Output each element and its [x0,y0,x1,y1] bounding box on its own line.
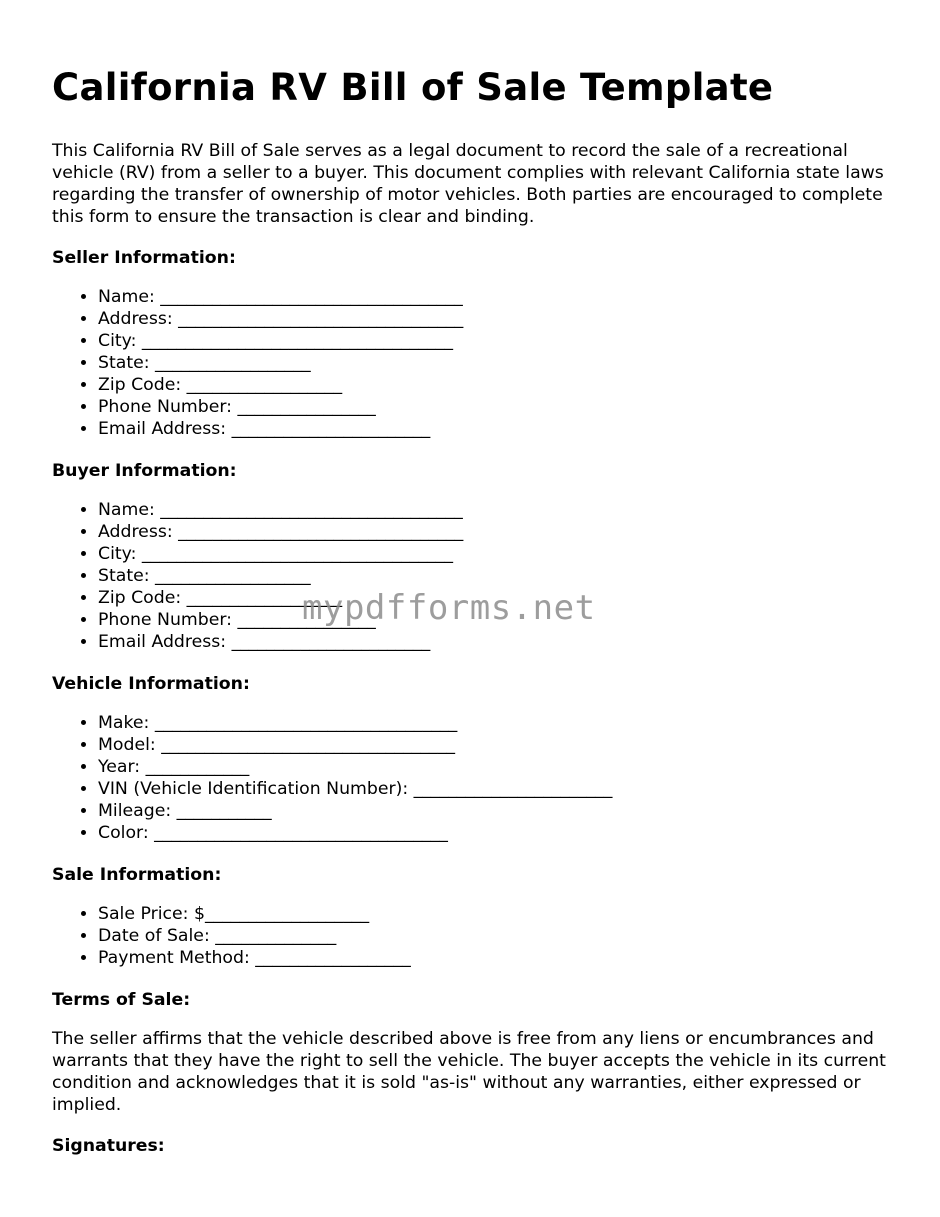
vehicle-mileage-field: • Mileage: ___________ [98,800,897,822]
sale-date-field: • Date of Sale: ______________ [98,925,897,947]
buyer-name-field: • Name: ___________________________________ [98,499,897,521]
payment-method-field: • Payment Method: __________________ [98,947,897,969]
buyer-email-field: • Email Address: _______________________ [98,631,897,653]
vehicle-vin-field: • VIN (Vehicle Identification Number): _______________________ [98,778,897,800]
watermark-text: mypdfforms.net [302,588,596,628]
vehicle-heading: Vehicle Information: [52,674,250,694]
seller-heading: Seller Information: [52,248,236,268]
vehicle-year-field: • Year: ____________ [98,756,897,778]
signatures-heading: Signatures: [52,1136,165,1156]
vehicle-make-field: • Make: ___________________________________ [98,712,897,734]
buyer-city-field: • City: ____________________________________ [98,543,897,565]
seller-name-field: • Name: ___________________________________ [98,286,897,308]
seller-email-field: • Email Address: _______________________ [98,418,897,440]
buyer-phone-field: • Phone Number: ________________ [98,609,897,631]
buyer-heading: Buyer Information: [52,461,237,481]
page-title: California RV Bill of Sale Template [52,66,774,109]
sale-price-field: • Sale Price: $___________________ [98,903,897,925]
seller-city-field: • City: ____________________________________ [98,330,897,352]
intro-paragraph: This California RV Bill of Sale serves as a legal document to record the sale of a recreational vehicle (RV) from a seller to a buyer. This document complies with relevant California state laws regarding the transfer of ownership of motor vehicles. Both parties are encouraged to complete this form to ensure the transaction is clear and binding. [52,141,884,227]
terms-paragraph: The seller affirms that the vehicle described above is free from any liens or encumbrances and warrants that they have the right to sell the vehicle. The buyer accepts the vehicle in its current condition and acknowledges that it is sold "as-is" without any warranties, either expressed or implied. [52,1029,886,1115]
seller-list [52,286,897,440]
terms-heading: Terms of Sale: [52,990,191,1010]
seller-phone-field: • Phone Number: ________________ [98,396,897,418]
sale-list [52,903,897,969]
vehicle-list [52,712,897,844]
buyer-state-field: • State: __________________ [98,565,897,587]
buyer-address-field: • Address: _________________________________ [98,521,897,543]
seller-zip-field: • Zip Code: __________________ [98,374,897,396]
sale-heading: Sale Information: [52,865,222,885]
vehicle-color-field: • Color: __________________________________ [98,822,897,844]
buyer-zip-field: • Zip Code: __________________ [98,587,897,609]
buyer-list [52,499,897,653]
seller-state-field: • State: __________________ [98,352,897,374]
seller-address-field: • Address: _________________________________ [98,308,897,330]
vehicle-model-field: • Model: __________________________________ [98,734,897,756]
